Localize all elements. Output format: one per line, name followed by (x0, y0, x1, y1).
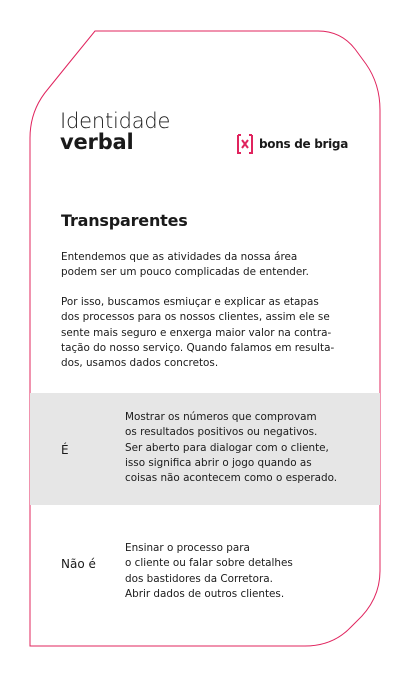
nao-e-description: Ensinar o processo para o cliente ou falar sobre detalhes dos bastidores da Corretora. Abrir dados de outros clientes. (125, 542, 293, 600)
brand-logo (236, 134, 348, 154)
title-bold: verbal (60, 130, 134, 154)
intro-text-2: Por isso, buscamos esmiuçar e explicar as etapas dos processos para os nossos clientes, assim ele se sente mais seguro e enxerga maior valor na contra- tação do nosso serviço. Quando falamos em resulta- dos, usamos dados concretos. (61, 296, 335, 370)
intro-paragraph-2 (61, 295, 341, 371)
brand-name: bons de briga (259, 137, 349, 151)
e-description: Mostrar os números que comprovam os resultados positivos ou negativos. Ser aberto para dialogar com o cliente, isso significa abrir o jogo quando as coisas não acontecem como o esperado. (125, 411, 338, 485)
section-title: Transparentes (61, 211, 188, 230)
nao-e-label: Não é (61, 557, 96, 571)
brand-mark-icon (236, 134, 254, 154)
page-title (60, 111, 170, 153)
intro-paragraph-1 (61, 250, 341, 281)
title-light: Identidade (60, 109, 171, 133)
intro-text-1: Entendemos que as atividades da nossa área podem ser um pouco complicadas de entender. (61, 251, 309, 279)
e-label: É (61, 443, 69, 457)
